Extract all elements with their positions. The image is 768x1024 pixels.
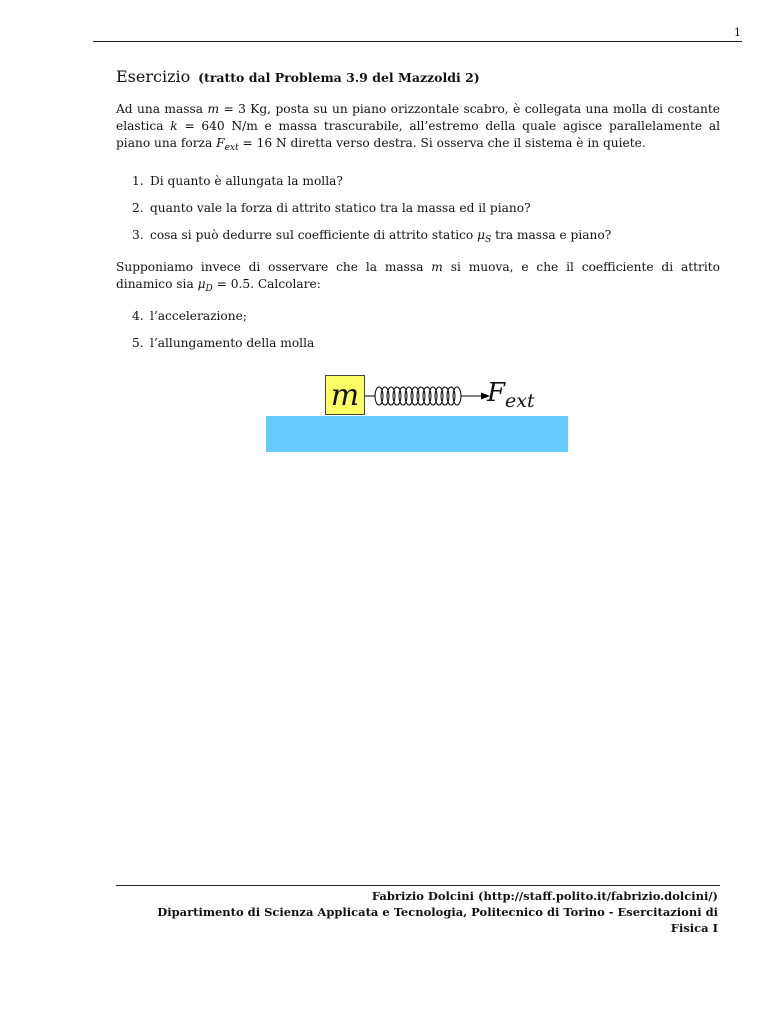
symbol-mu: μ	[477, 228, 486, 242]
item-number: 3.	[132, 228, 144, 242]
item-number: 4.	[132, 309, 144, 323]
page-number: 1	[734, 26, 741, 39]
header-rule	[93, 41, 742, 42]
spring-coil	[453, 387, 461, 405]
force-subscript: ext	[505, 390, 535, 412]
footer	[116, 888, 718, 936]
item-text: l’allungamento della molla	[150, 336, 315, 350]
exercise-body	[116, 68, 720, 362]
list-item	[116, 173, 720, 190]
item-text: quanto vale la forza di attrito statico tra la massa ed il piano?	[150, 201, 531, 215]
item-number: 5.	[132, 336, 144, 350]
item-number: 1.	[132, 174, 144, 188]
second-text-1: Supponiamo invece di osservare che la massa	[116, 260, 432, 274]
intro-text-1: Ad una massa	[116, 102, 208, 116]
list-item	[116, 200, 720, 217]
footer-course: Fisica I	[670, 921, 718, 935]
footer-rule	[116, 885, 720, 886]
force-symbol: F	[487, 378, 506, 408]
questions-list	[116, 173, 720, 249]
symbol-mu-sub: D	[205, 284, 213, 294]
symbol-mu-sub: S	[485, 235, 492, 245]
exercise-title: Esercizio	[116, 67, 191, 86]
spring-and-arrow	[365, 383, 490, 409]
symbol-ext: ext	[224, 143, 239, 153]
symbol-k: k	[170, 119, 178, 133]
force-label	[487, 378, 535, 412]
symbol-m: m	[207, 102, 220, 116]
symbol-m: m	[431, 260, 443, 274]
second-text-3: = 0.5. Calcolare:	[212, 277, 321, 291]
mass-block	[325, 375, 365, 415]
floor-plane	[266, 416, 568, 452]
mass-label: m	[330, 377, 360, 413]
intro-text-3: = 640 N/m e massa trascurabile, all’estremo della quale agisce parallelamente al piano una forza	[116, 119, 720, 150]
second-paragraph	[116, 259, 720, 298]
calc-list	[116, 308, 720, 352]
item-number: 2.	[132, 201, 144, 215]
spring-coils	[375, 387, 461, 405]
item-text: tra massa e piano?	[491, 228, 612, 242]
footer-author: Fabrizio Dolcini (http://staff.polito.it/fabrizio.dolcini/)	[371, 889, 718, 903]
item-text: Di quanto è allungata la molla?	[150, 174, 343, 188]
exercise-heading	[116, 68, 720, 87]
symbol-mu: μ	[197, 277, 206, 291]
item-text: l’accelerazione;	[150, 309, 247, 323]
symbol-F: F	[216, 136, 225, 150]
mass-spring-figure	[265, 375, 570, 455]
exercise-source: (tratto dal Problema 3.9 del Mazzoldi 2)	[198, 70, 480, 85]
intro-paragraph	[116, 101, 720, 157]
item-text: cosa si può dedurre sul coefficiente di attrito statico	[150, 228, 478, 242]
list-item	[116, 227, 720, 249]
list-item	[116, 335, 720, 352]
intro-text-4: = 16 N diretta verso destra. Si osserva che il sistema è in quiete.	[238, 136, 646, 150]
intro-text-2: = 3 Kg, posta su un piano orizzontale scabro, è collegata una molla di costante elastica	[116, 102, 720, 133]
second-text-2: si muova, e che il coefficiente di attrito dinamico sia	[116, 260, 720, 291]
list-item	[116, 308, 720, 325]
footer-department: Dipartimento di Scienza Applicata e Tecnologia, Politecnico di Torino - Esercitazioni di	[157, 905, 718, 919]
